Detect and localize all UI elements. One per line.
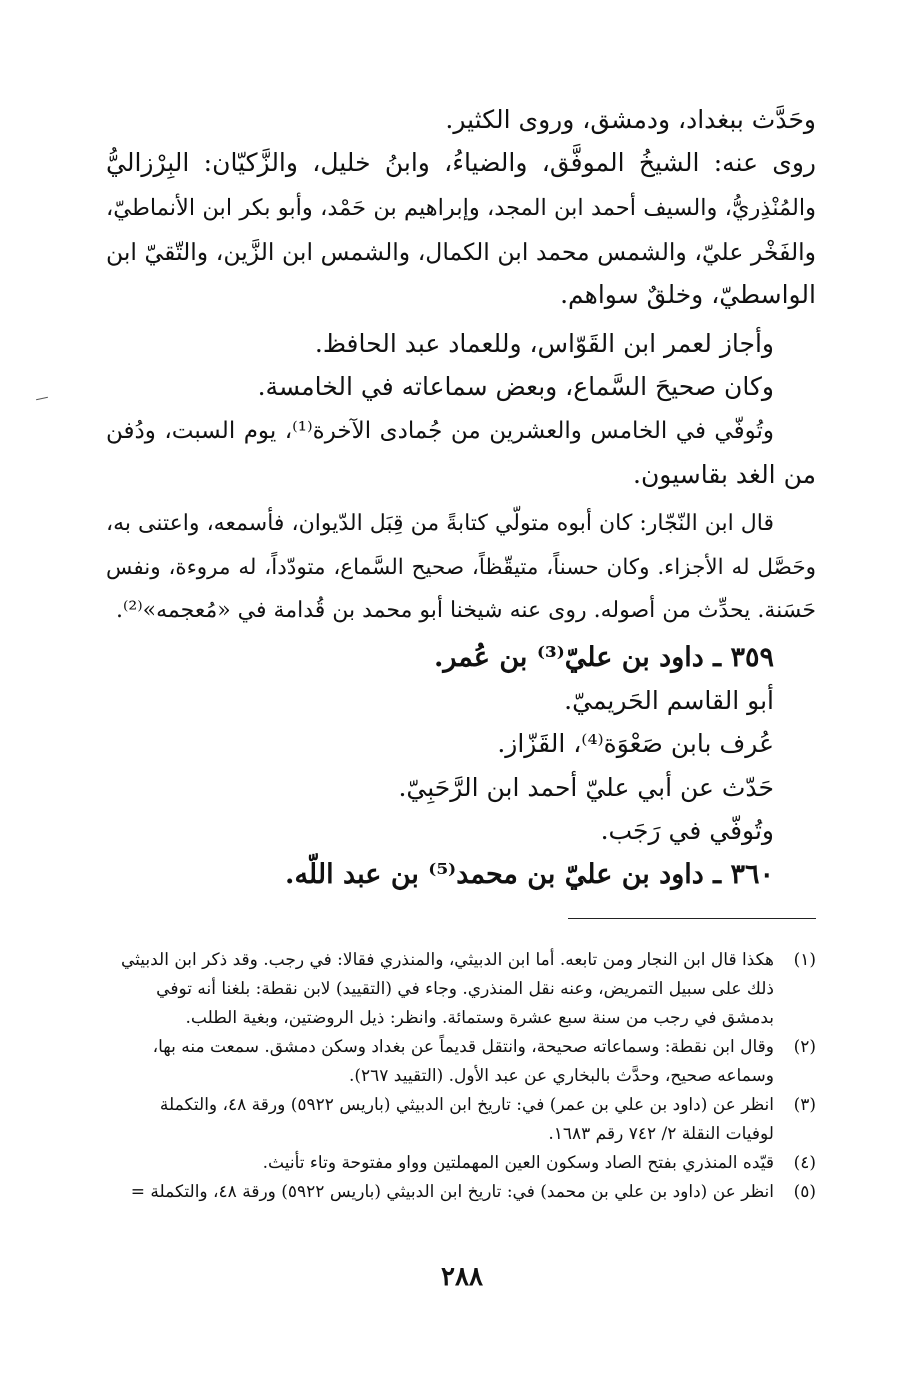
footnote-5 (106, 1178, 816, 1207)
body-line: وحَصَّل له الأجزاء. وكان حسناً، متيقّظاً، صحيح السَّماع، متودّداً، له مروءة، ونفس (106, 555, 816, 580)
footnote-text: قيّده المنذري بفتح الصاد وسكون العين المهملتين وواو مفتوحة وتاء تأنيث. (262, 1153, 774, 1173)
footnote-text: هكذا قال ابن النجار ومن تابعه. أما ابن الدبيثي، والمنذري فقالا: في رجب. وقد ذكر ابن الدبيثي (120, 950, 774, 970)
scan-mark (36, 397, 48, 400)
footnote-line: وسماعه صحيح، وحدَّث بالبخاري عن عبد الأول. (التقييد ٢٦٧). (348, 1066, 774, 1086)
footnote-number: (٤) (793, 1153, 816, 1173)
footnote-number: (٣) (793, 1095, 816, 1115)
footnote-number: (٥) (793, 1182, 816, 1202)
footnote-number: (٢) (793, 1037, 816, 1057)
footnote-number: (١) (793, 950, 816, 970)
body-line: والمُنْذِريُّ، والسيف أحمد ابن المجد، وإبراهيم بن حَمْد، وأبو بكر ابن الأنماطيّ، (106, 195, 816, 221)
footnote-2 (106, 1033, 816, 1062)
footnote-line: ذلك على سبيل التمريض، وعنه نقل المنذري. وجاء في (التقييد) لابن نقطة: بلغنا أنه توفي (156, 979, 774, 999)
body-line: روى عنه: الشيخُ الموفَّق، والضياءُ، وابنُ خليل، والزَّكيّان: البِرْزاليُّ (106, 148, 816, 177)
footnote-line: بدمشق في رجب من سنة سبع عشرة وستمائة. وانظر: ذيل الروضتين، وبغية الطلب. (185, 1008, 774, 1028)
page-number: ٢٨٨ (441, 1262, 483, 1292)
footnote-1 (106, 946, 816, 975)
footnote-text: انظر عن (داود بن علي بن محمد) في: تاريخ ابن الدبيثي (باريس ٥٩٢٢) ورقة ٤٨، والتكملة = (130, 1182, 774, 1202)
footnote-4 (106, 1149, 816, 1178)
body-line: وتُوفّي في الخامس والعشرين من جُمادى الآخرة⁽¹⁾، يوم السبت، ودُفن (106, 418, 774, 444)
body-line: وأجاز لعمر ابن القَوّاس، وللعماد عبد الحافظ. (314, 329, 774, 358)
body-line: وحَدَّث ببغداد، ودمشق، وروى الكثير. (445, 105, 816, 134)
body-line: من الغد بقاسيون. (633, 460, 816, 489)
footnote-separator (568, 918, 816, 919)
body-line: عُرف بابن صَعْوَة⁽⁴⁾، القَزّاز. (497, 729, 774, 758)
entry-heading-360: ٣٦٠ ـ داود بن عليّ بن محمد⁽⁵⁾ بن عبد اللّه. (285, 859, 774, 890)
footnote-text: وقال ابن نقطة: وسماعاته صحيحة، وانتقل قديماً عن بغداد وسكن دمشق. سمعت منه بها، (152, 1037, 774, 1057)
body-line: والفَخْر عليّ، والشمس محمد ابن الكمال، والشمس ابن الزَّين، والتّقيّ ابن (106, 238, 816, 266)
body-line: أبو القاسم الحَريميّ. (564, 686, 774, 715)
footnote-3 (106, 1091, 816, 1120)
footnote-line: لوفيات النقلة ٢/ ٧٤٢ رقم ١٦٨٣. (548, 1124, 774, 1144)
body-line: حَسَنة. يحدِّث من أصوله. روى عنه شيخنا أبو محمد بن قُدامة في «مُعجمه»⁽²⁾. (116, 598, 816, 623)
footnote-text: انظر عن (داود بن علي بن عمر) في: تاريخ ابن الدبيثي (باريس ٥٩٢٢) ورقة ٤٨، والتكملة (159, 1095, 774, 1115)
body-line: حَدّث عن أبي عليّ أحمد ابن الرَّحَبِيّ. (398, 773, 774, 802)
entry-heading-359: ٣٥٩ ـ داود بن عليّ⁽³⁾ بن عُمر. (433, 642, 774, 673)
body-line: قال ابن النّجّار: كان أبوه متولّي كتابةً من قِبَل الدّيوان، فأسمعه، واعتنى به، (106, 511, 774, 536)
body-line: وكان صحيحَ السَّماع، وبعض سماعاته في الخامسة. (257, 372, 774, 401)
body-line: الواسطيّ، وخلقٌ سواهم. (560, 280, 816, 309)
body-line: وتُوفّي في رَجَب. (600, 816, 774, 845)
